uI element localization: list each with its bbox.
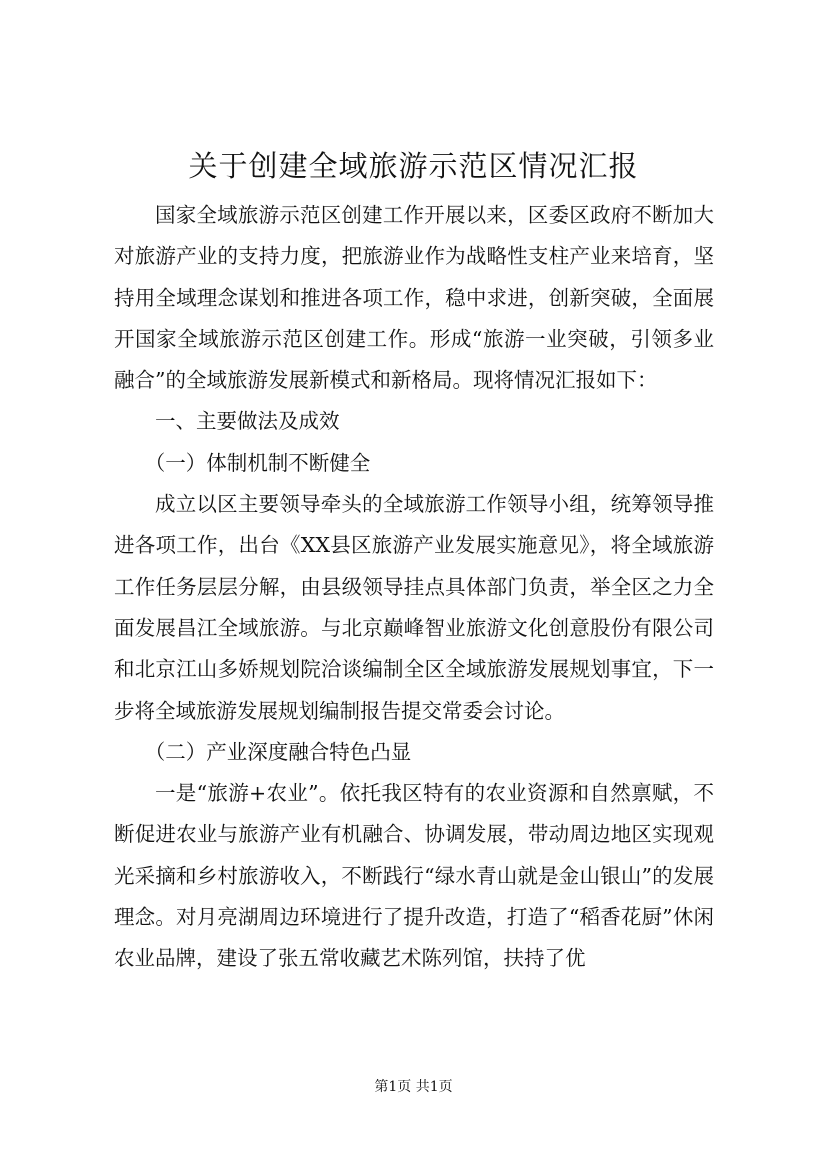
subsection-heading-mechanism: （一）体制机制不断健全 [144, 450, 371, 475]
subsection-heading-industry-integration: （二）产业深度融合特色凸显 [144, 739, 412, 764]
page-footer: 第1页 共1页 [374, 1079, 453, 1095]
tourism-agriculture-paragraph: 一是“旅游+农业”。依托我区特有的农业资源和自然禀赋，不断促进农业与旅游产业有机融合、协调发展，带动周边地区实现观光采摘和乡村旅游收入，不断践行“绿水青山就是金山银山”的发展理念。对月亮湖周边环境进行了提升改造，打造了“稻香花厨”休闲农业品牌，建设了张五常收藏艺术陈列馆，扶持了优 [114, 781, 714, 971]
section-heading-main-practices: 一、主要做法及成效 [155, 409, 340, 434]
mechanism-paragraph: 成立以区主要领导牵头的全域旅游工作领导小组，统筹领导推进各项工作，出台《XX县区旅游产业发展实施意见》，将全域旅游工作任务层层分解，由县级领导挂点具体部门负责，举全区之力全面发展昌江全域旅游。与北京巅峰智业旅游文化创意股份有限公司和北京江山多娇规划院洽谈编制全区全域旅游发展规划事宜，下一步将全域旅游发展规划编制报告提交常委会讨论。 [114, 492, 714, 723]
intro-paragraph: 国家全域旅游示范区创建工作开展以来，区委区政府不断加大对旅游产业的支持力度，把旅游业作为战略性支柱产业来培育，坚持用全域理念谋划和推进各项工作，稳中求进，创新突破，全面展开国家全域旅游示范区创建工作。形成“旅游一业突破，引领多业融合”的全域旅游发展新模式和新格局。现将情况汇报如下： [114, 203, 714, 393]
document-title: 关于创建全域旅游示范区情况汇报 [188, 149, 639, 183]
document-body [114, 195, 714, 980]
